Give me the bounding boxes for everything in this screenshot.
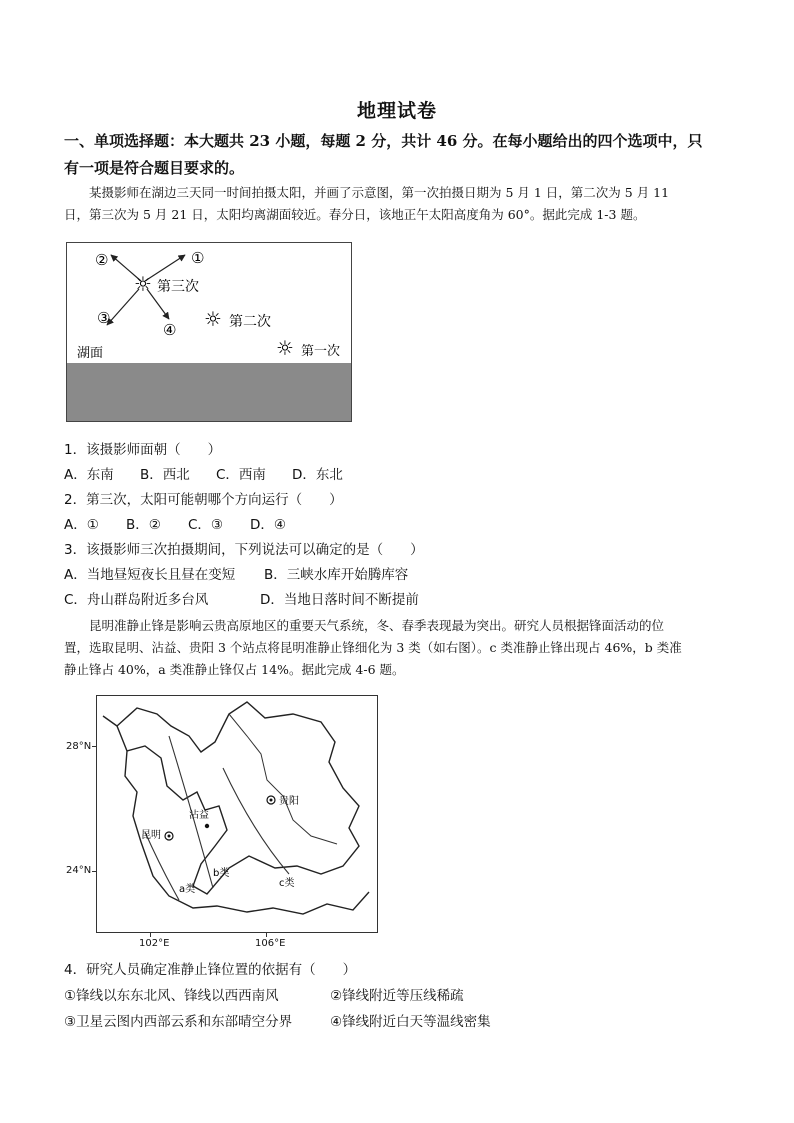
front-class-b: b类 xyxy=(213,868,230,879)
q3-option-d[interactable]: D．当地日落时间不断提前 xyxy=(260,592,419,608)
label-first: 第一次 xyxy=(301,344,341,359)
city-marker-zhanyi xyxy=(205,824,209,828)
intro-1-line-1: 某摄影师在湖边三天同一时间拍摄太阳，并画了示意图，第一次拍摄日期为 5 月 1 日，第二次为 5 月 11 xyxy=(89,185,670,200)
q2-option-c[interactable]: C．③ xyxy=(188,517,224,533)
label-third: 第三次 xyxy=(157,279,199,295)
sun-position-svg xyxy=(67,243,351,421)
label-arrow-1: ① xyxy=(191,249,205,267)
lon-tick-106 xyxy=(266,932,267,937)
label-lake: 湖面 xyxy=(77,346,104,361)
lon-label-102: 102°E xyxy=(139,938,170,949)
city-label-zhanyi: 沾益 xyxy=(189,810,209,821)
q2-option-d[interactable]: D．④ xyxy=(250,517,286,533)
intro-paragraph-1 xyxy=(64,182,734,226)
question-4-items-row-1 xyxy=(64,986,724,1006)
question-4-items-row-2 xyxy=(64,1012,724,1032)
front-class-a: a类 xyxy=(179,884,196,895)
front-class-c: c类 xyxy=(279,878,295,889)
q4-item-1: ①锋线以东东北风、锋线以西西南风 xyxy=(64,988,279,1004)
city-label-kunming: 昆明 xyxy=(141,830,161,841)
question-2-stem: 2．第三次，太阳可能朝哪个方向运行（ ） xyxy=(64,492,343,508)
label-second: 第二次 xyxy=(229,314,271,330)
q3-option-c[interactable]: C．舟山群岛附近多台风 xyxy=(64,592,209,608)
lat-label-28: 28°N xyxy=(66,741,92,752)
q4-item-2: ②锋线附近等压线稀疏 xyxy=(330,988,464,1004)
question-1-options xyxy=(64,465,364,485)
front-map-figure xyxy=(96,695,378,933)
lake-surface xyxy=(67,363,351,421)
sun-icon-third: ☼ xyxy=(134,272,152,296)
q2-option-b[interactable]: B．② xyxy=(126,517,161,533)
sun-icon-first: ☼ xyxy=(276,336,294,360)
question-4-stem: 4．研究人员确定准静止锋位置的依据有（ ） xyxy=(64,962,357,978)
intro-2-line-3: 静止锋占 40%，a 类准静止锋仅占 14%。据此完成 4-6 题。 xyxy=(64,662,405,677)
boundary-inner xyxy=(229,714,337,844)
q2-option-a[interactable]: A．① xyxy=(64,517,99,533)
intro-paragraph-2 xyxy=(64,615,734,681)
front-map-svg xyxy=(97,696,377,932)
intro-1-line-2: 日，第三次为 5 月 21 日，太阳均离湖面较近。春分日，该地正午太阳高度角为 60°。据此完成 1-3 题。 xyxy=(64,207,646,222)
question-2-options xyxy=(64,515,364,535)
q1-option-d[interactable]: D．东北 xyxy=(292,467,343,483)
question-3-options-row-2 xyxy=(64,590,664,610)
label-arrow-3: ③ xyxy=(97,309,111,327)
page-title: 地理试卷 xyxy=(356,100,437,122)
section-heading-line-2: 有一项是符合题目要求的。 xyxy=(64,159,245,177)
question-3-options-row-1 xyxy=(64,565,664,585)
section-heading xyxy=(64,128,734,182)
question-3-stem: 3．该摄影师三次拍摄期间，下列说法可以确定的是（ ） xyxy=(64,542,424,558)
lat-label-24: 24°N xyxy=(66,865,92,876)
q4-item-3: ③卫星云图内西部云系和东部晴空分界 xyxy=(64,1014,293,1030)
sun-position-figure xyxy=(66,242,352,422)
lon-label-106: 106°E xyxy=(255,938,286,949)
sun-icon-second: ☼ xyxy=(204,307,222,331)
intro-2-line-1: 昆明准静止锋是影响云贵高原地区的重要天气系统，冬、春季表现最为突出。研究人员根据锋面活动的位 xyxy=(89,618,665,633)
q1-option-c[interactable]: C．西南 xyxy=(216,467,266,483)
section-heading-line-1: 一、单项选择题：本大题共 23 小题，每题 2 分，共计 46 分。在每小题给出的四个选项中，只 xyxy=(64,132,703,150)
front-line-c xyxy=(223,768,289,874)
city-label-guiyang: 贵阳 xyxy=(279,796,299,807)
q3-option-a[interactable]: A．当地昼短夜长且昼在变短 xyxy=(64,567,236,583)
city-dot-guiyang xyxy=(270,799,273,802)
city-dot-kunming xyxy=(168,835,171,838)
q4-item-4: ④锋线附近白天等温线密集 xyxy=(330,1014,491,1030)
q1-option-b[interactable]: B．西北 xyxy=(140,467,190,483)
boundary-south xyxy=(103,716,369,914)
question-1-stem: 1．该摄影师面朝（ ） xyxy=(64,442,222,458)
q1-option-a[interactable]: A．东南 xyxy=(64,467,114,483)
label-arrow-2: ② xyxy=(95,251,109,269)
lon-tick-102 xyxy=(150,932,151,937)
q3-option-b[interactable]: B．三峡水库开始腾库容 xyxy=(264,567,409,583)
label-arrow-4: ④ xyxy=(163,321,177,339)
intro-2-line-2: 置，选取昆明、沾益、贵阳 3 个站点将昆明准静止锋细化为 3 类（如右图）。c 类准静止锋出现占 46%，b 类准 xyxy=(64,640,682,655)
